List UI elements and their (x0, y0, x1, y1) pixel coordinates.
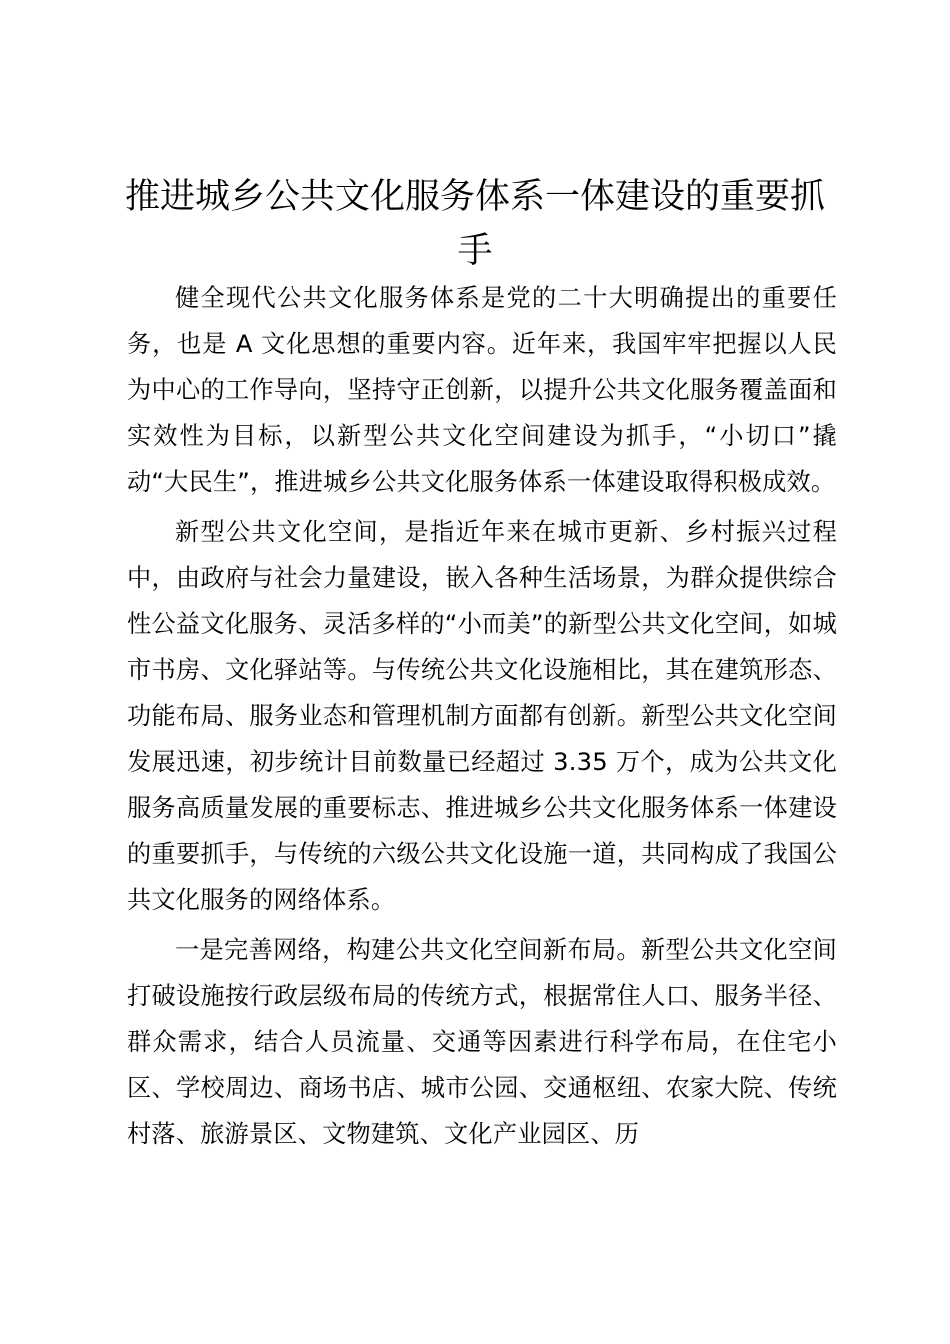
paragraph-2: 新型公共文化空间，是指近年来在城市更新、乡村振兴过程中，由政府与社会力量建设，嵌入各种生活场景，为群众提供综合性公益文化服务、灵活多样的“小而美”的新型公共文化空间，如城市书房、文化驿站等。与传统公共文化设施相比，其在建筑形态、功能布局、服务业态和管理机制方面都有创新。新型公共文化空间发展迅速，初步统计目前数量已经超过 3.35 万个，成为公共文化服务高质量发展的重要标志、推进城乡公共文化服务体系一体建设的重要抓手，与传统的六级公共文化设施一道，共同构成了我国公共文化服务的网络体系。 (127, 518, 837, 914)
paragraph-3: 一是完善网络，构建公共文化空间新布局。新型公共文化空间打破设施按行政层级布局的传统方式，根据常住人口、服务半径、群众需求，结合人员流量、交通等因素进行科学布局，在住宅小区、学校周边、商场书店、城市公园、交通枢纽、农家大院、传统村落、旅游景区、文物建筑、文化产业园区、历 (127, 936, 837, 1148)
paragraph-1: 健全现代公共文化服务体系是党的二十大明确提出的重要任务，也是 A 文化思想的重要内容。近年来，我国牢牢把握以人民为中心的工作导向，坚持守正创新，以提升公共文化服务覆盖面和实效性为目标，以新型公共文化空间建设为抓手，“小切口”撬动“大民生”，推进城乡公共文化服务体系一体建设取得积极成效。 (127, 284, 837, 496)
document-title: 推进城乡公共文化服务体系一体建设的重要抓手 (124, 177, 825, 271)
document-body (127, 275, 837, 1157)
